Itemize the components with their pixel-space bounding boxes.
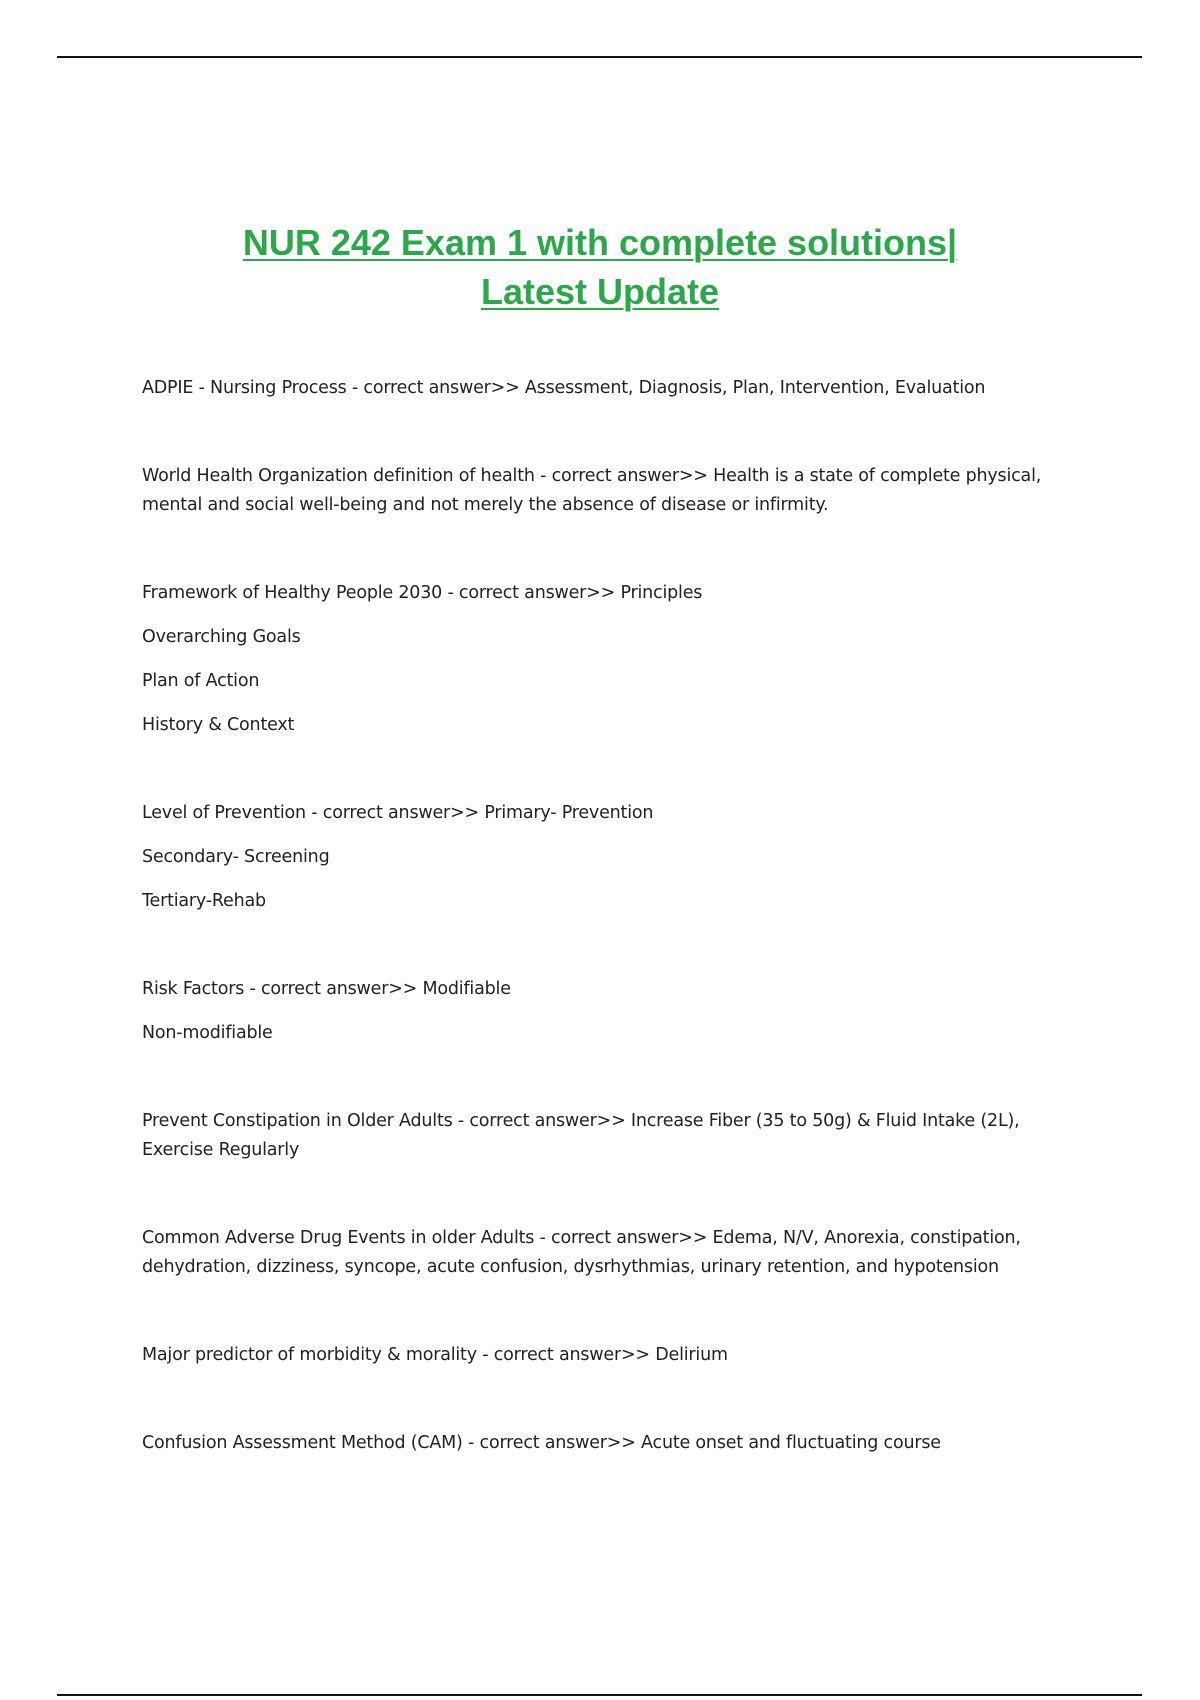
qa-item-risk-factors [142,975,1082,1048]
qa-text-line-1: World Health Organization definition of health - correct answer>> Health is a state of complete physical, [142,466,1042,486]
qa-text: Risk Factors - correct answer>> Modifiable [142,979,511,999]
qa-item-constipation [142,1107,1082,1165]
qa-item-who-health [142,462,1082,520]
qa-subline: Non-modifiable [142,1023,273,1043]
document-body [142,374,1082,1458]
footer-rule [57,1694,1142,1696]
qa-text: Level of Prevention - correct answer>> Primary- Prevention [142,803,654,823]
qa-subline: Plan of Action [142,671,260,691]
qa-text-line-2: dehydration, dizziness, syncope, acute confusion, dysrhythmias, urinary retention, and hypotension [142,1257,999,1277]
qa-text: Confusion Assessment Method (CAM) - correct answer>> Acute onset and fluctuating course [142,1433,941,1453]
qa-text-line-2: mental and social well-being and not merely the absence of disease or infirmity. [142,495,829,515]
qa-subline: Secondary- Screening [142,847,330,867]
qa-text: ADPIE - Nursing Process - correct answer>> Assessment, Diagnosis, Plan, Intervention, Evaluation [142,378,986,398]
qa-subline: History & Context [142,715,295,735]
qa-item-healthy-people [142,579,1082,740]
qa-text-line-1: Prevent Constipation in Older Adults - correct answer>> Increase Fiber (35 to 50g) & Fluid Intake (2L), [142,1111,1020,1131]
title-line-2: Latest Update [480,271,720,312]
document-title [100,218,1100,316]
qa-text-line-1: Common Adverse Drug Events in older Adults - correct answer>> Edema, N/V, Anorexia, constipation, [142,1228,1021,1248]
qa-text: Major predictor of morbidity & morality - correct answer>> Delirium [142,1345,728,1365]
qa-text: Framework of Healthy People 2030 - correct answer>> Principles [142,583,703,603]
qa-text-line-2: Exercise Regularly [142,1140,300,1160]
qa-subline: Tertiary-Rehab [142,891,266,911]
header-rule [57,56,1142,58]
title-line-1: NUR 242 Exam 1 with complete solutions| [242,222,958,263]
qa-item-prevention [142,799,1082,916]
qa-item-major-predictor [142,1341,1082,1370]
qa-item-cam [142,1429,1082,1458]
qa-item-adverse-drug-events [142,1224,1082,1282]
qa-item-adpie [142,374,1082,403]
qa-subline: Overarching Goals [142,627,301,647]
